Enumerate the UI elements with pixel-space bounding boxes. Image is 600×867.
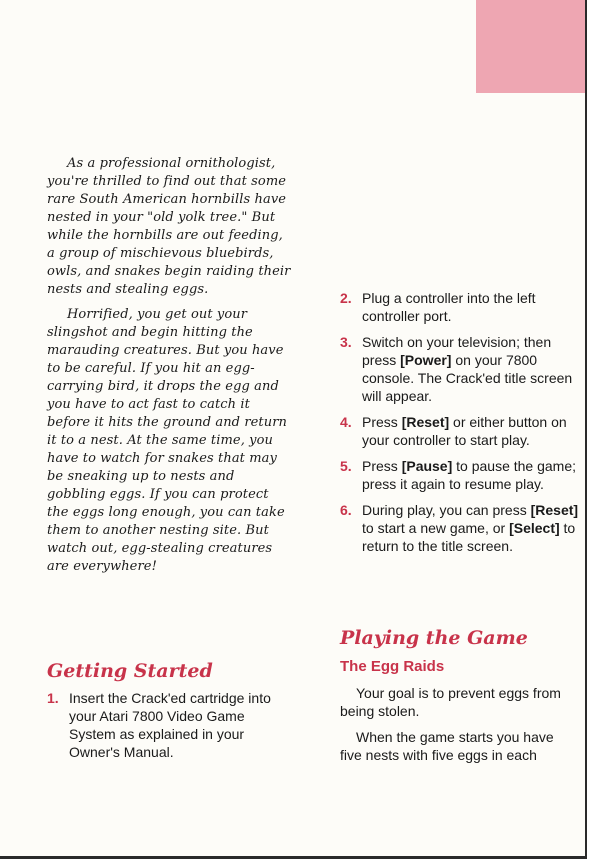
- step-text: Press [Pause] to pause the game; press it again to resume play.: [362, 458, 577, 492]
- playing-the-game-heading: Playing the Game: [340, 627, 528, 649]
- intro-paragraph-1: As a professional ornithologist, you're thrilled to find out that some rare South American hornbills have nested in your "old yolk tree." But while the hornbills are out feeding, a group of mischievous bluebirds, owls, and snakes begin raiding their nests and stealing eggs.: [47, 156, 291, 297]
- step-1: [47, 689, 287, 761]
- step-4: [340, 413, 580, 449]
- page-corner-tab: [476, 0, 587, 93]
- step-number: 5.: [340, 458, 352, 474]
- step-text: Plug a controller into the left controller port.: [362, 290, 536, 324]
- step-6: [340, 501, 580, 555]
- step-number: 6.: [340, 502, 352, 518]
- key-reset: [Reset]: [401, 414, 450, 430]
- key-select: [Select]: [509, 520, 560, 536]
- step-number: 3.: [340, 334, 352, 350]
- intro-story: [47, 155, 292, 583]
- step-number: 4.: [340, 414, 352, 430]
- step-3: [340, 333, 580, 405]
- step-text: Switch on your television; then press [Power] on your 7800 console. The Crack'ed title screen will appear.: [362, 334, 573, 404]
- step-2: [340, 289, 580, 325]
- getting-started-heading: Getting Started: [47, 660, 213, 682]
- step-text: Press [Reset] or either button on your controller to start play.: [362, 414, 567, 448]
- playing-paragraph-1: Your goal is to prevent eggs from being stolen.: [340, 685, 561, 719]
- key-power: [Power]: [400, 352, 452, 368]
- playing-paragraph-2: When the game starts you have five nests with five eggs in each: [340, 729, 554, 763]
- steps-list-right: [340, 289, 580, 563]
- key-pause: [Pause]: [401, 458, 453, 474]
- egg-raids-subheading: The Egg Raids: [340, 658, 445, 675]
- playing-body: [340, 684, 572, 772]
- steps-list-left: [47, 689, 287, 769]
- step-number: 1.: [47, 690, 59, 706]
- step-text: During play, you can press [Reset] to start a new game, or [Select] to return to the title screen.: [362, 502, 579, 554]
- intro-paragraph-2: Horrified, you get out your slingshot and begin hitting the marauding creatures. But you have to be careful. If you hit an egg-carrying bird, it drops the egg and you have to act fast to catch it before it hits the ground and return it to a nest. At the same time, you have to watch for snakes that may be sneaking up to nests and gobbling eggs. If you can protect the eggs long enough, you can take them to another nesting site. But watch out, egg-stealing creatures are everywhere!: [47, 307, 288, 574]
- step-text: Insert the Crack'ed cartridge into your Atari 7800 Video Game System as explained in your Owner's Manual.: [69, 690, 271, 760]
- key-reset: [Reset]: [530, 502, 579, 518]
- step-number: 2.: [340, 290, 352, 306]
- step-5: [340, 457, 580, 493]
